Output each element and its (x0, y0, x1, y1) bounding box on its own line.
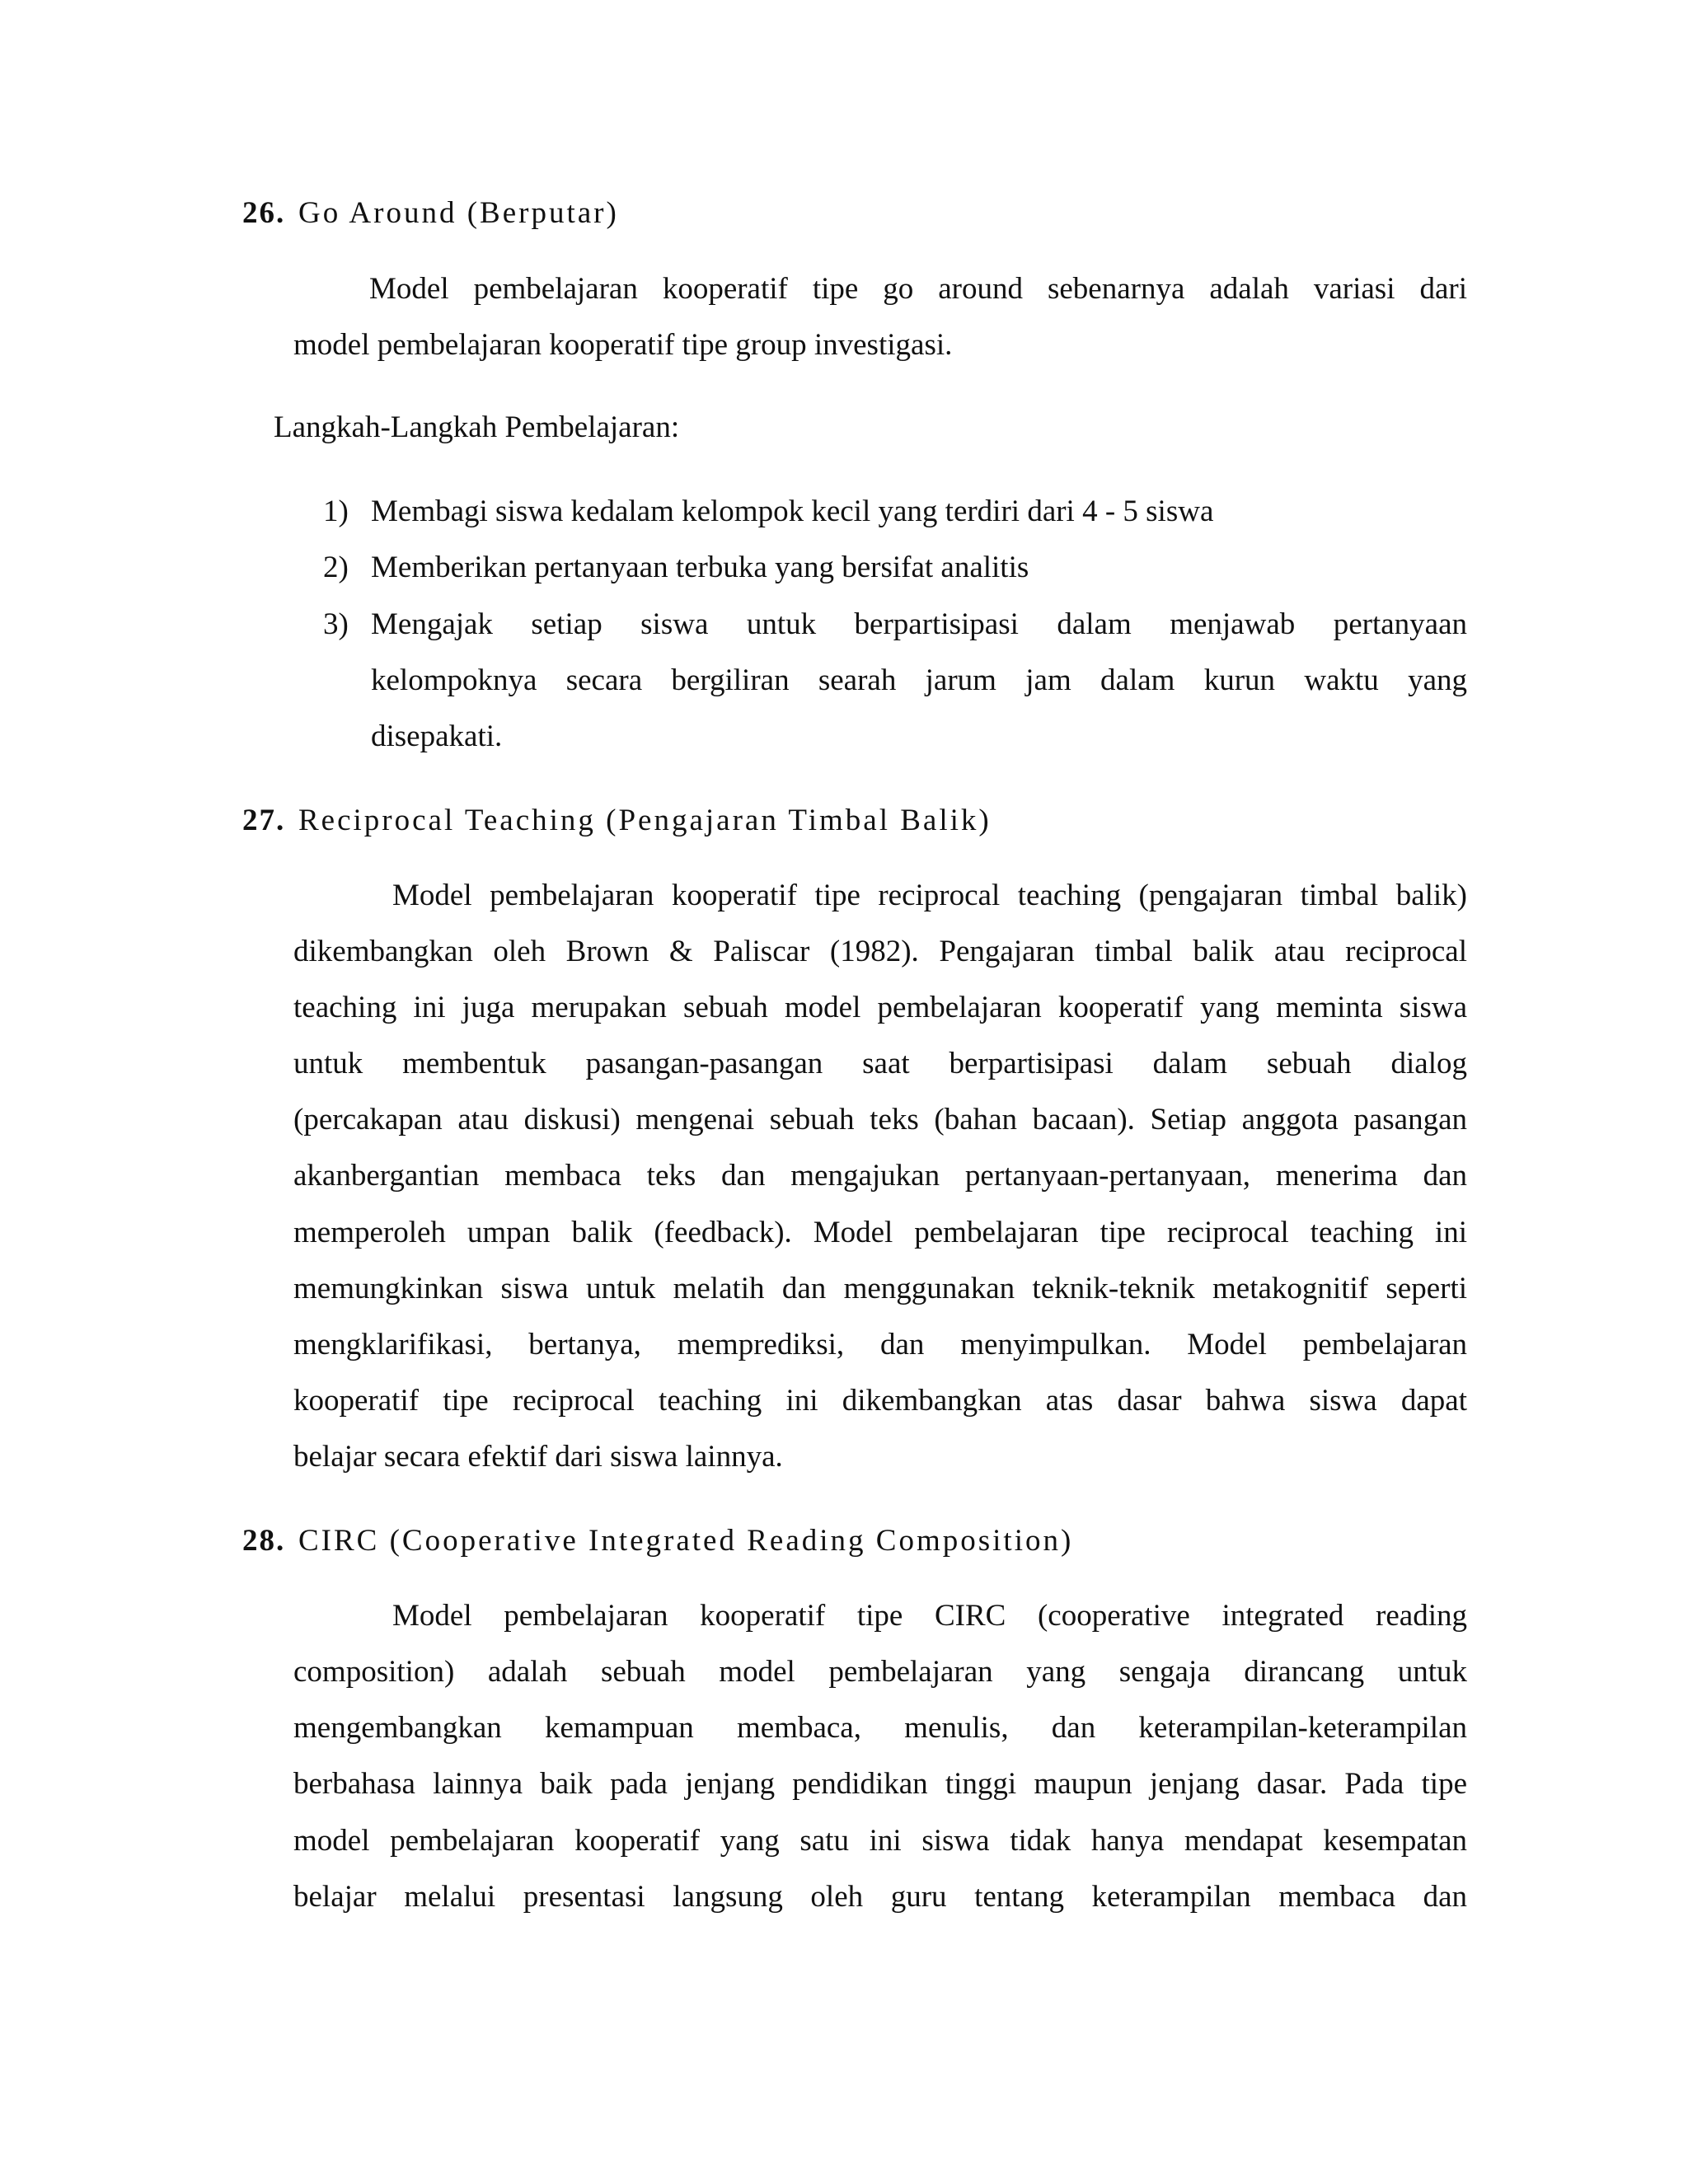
step-text: kelompoknya secara bergiliran searah jarum jam dalam kurun waktu yang (371, 663, 1467, 697)
section-title: Reciprocal Teaching (Pengajaran Timbal Balik) (298, 804, 992, 837)
section-heading (242, 194, 619, 233)
section-title: Go Around (Berputar) (298, 196, 619, 230)
paragraph-line: belajar secara efektif dari siswa lainnya. (293, 1440, 783, 1474)
step-text: Membagi siswa kedalam kelompok kecil yang terdiri dari 4 - 5 siswa (371, 494, 1214, 528)
paragraph-line: (percakapan atau diskusi) mengenai sebuah teks (bahan bacaan). Setiap anggota pasangan (293, 1103, 1467, 1137)
paragraph-line: Model pembelajaran kooperatif tipe reciprocal teaching (pengajaran timbal balik) (392, 879, 1467, 912)
section-number: 27. (242, 804, 286, 837)
paragraph-line: teaching ini juga merupakan sebuah model pembelajaran kooperatif yang meminta siswa (293, 991, 1467, 1024)
section-number: 26. (242, 196, 286, 230)
step-number: 2) (323, 551, 349, 584)
paragraph-line: model pembelajaran kooperatif yang satu ini siswa tidak hanya mendapat kesempatan (293, 1824, 1467, 1858)
paragraph-line: Model pembelajaran kooperatif tipe CIRC (cooperative integrated reading (392, 1599, 1467, 1633)
section-number: 28. (242, 1524, 286, 1558)
paragraph-line: Model pembelajaran kooperatif tipe go around sebenarnya adalah variasi dari (369, 272, 1467, 306)
step-number: 1) (323, 494, 349, 528)
section-heading (242, 1521, 1073, 1561)
paragraph-line: akanbergantian membaca teks dan mengajukan pertanyaan-pertanyaan, menerima dan (293, 1159, 1467, 1193)
paragraph-line: model pembelajaran kooperatif tipe group investigasi. (293, 328, 953, 362)
paragraph-line: memperoleh umpan balik (feedback). Model pembelajaran tipe reciprocal teaching ini (293, 1216, 1467, 1249)
paragraph-line: mengembangkan kemampuan membaca, menulis, dan keterampilan-keterampilan (293, 1711, 1467, 1745)
step-text: disepakati. (371, 719, 503, 753)
paragraph-line: belajar melalui presentasi langsung oleh guru tentang keterampilan membaca dan (293, 1880, 1467, 1914)
section-title: CIRC (Cooperative Integrated Reading Composition) (298, 1524, 1074, 1558)
paragraph-line: memungkinkan siswa untuk melatih dan menggunakan teknik-teknik metakognitif seperti (293, 1272, 1467, 1305)
paragraph-line: dikembangkan oleh Brown & Paliscar (1982). Pengajaran timbal balik atau reciprocal (293, 935, 1467, 968)
paragraph-line: untuk membentuk pasangan-pasangan saat berpartisipasi dalam sebuah dialog (293, 1047, 1467, 1080)
paragraph-line: kooperatif tipe reciprocal teaching ini dikembangkan atas dasar bahwa siswa dapat (293, 1384, 1467, 1418)
step-number: 3) (323, 607, 349, 641)
step-text: Memberikan pertanyaan terbuka yang bersifat analitis (371, 551, 1029, 584)
paragraph-line: mengklarifikasi, bertanya, memprediksi, dan menyimpulkan. Model pembelajaran (293, 1328, 1467, 1361)
step-text: Mengajak setiap siswa untuk berpartisipasi dalam menjawab pertanyaan (371, 607, 1467, 641)
steps-heading: Langkah-Langkah Pembelajaran: (274, 410, 680, 444)
paragraph-line: composition) adalah sebuah model pembelajaran yang sengaja dirancang untuk (293, 1655, 1467, 1689)
section-heading (242, 801, 992, 841)
paragraph-line: berbahasa lainnya baik pada jenjang pendidikan tinggi maupun jenjang dasar. Pada tipe (293, 1767, 1467, 1801)
